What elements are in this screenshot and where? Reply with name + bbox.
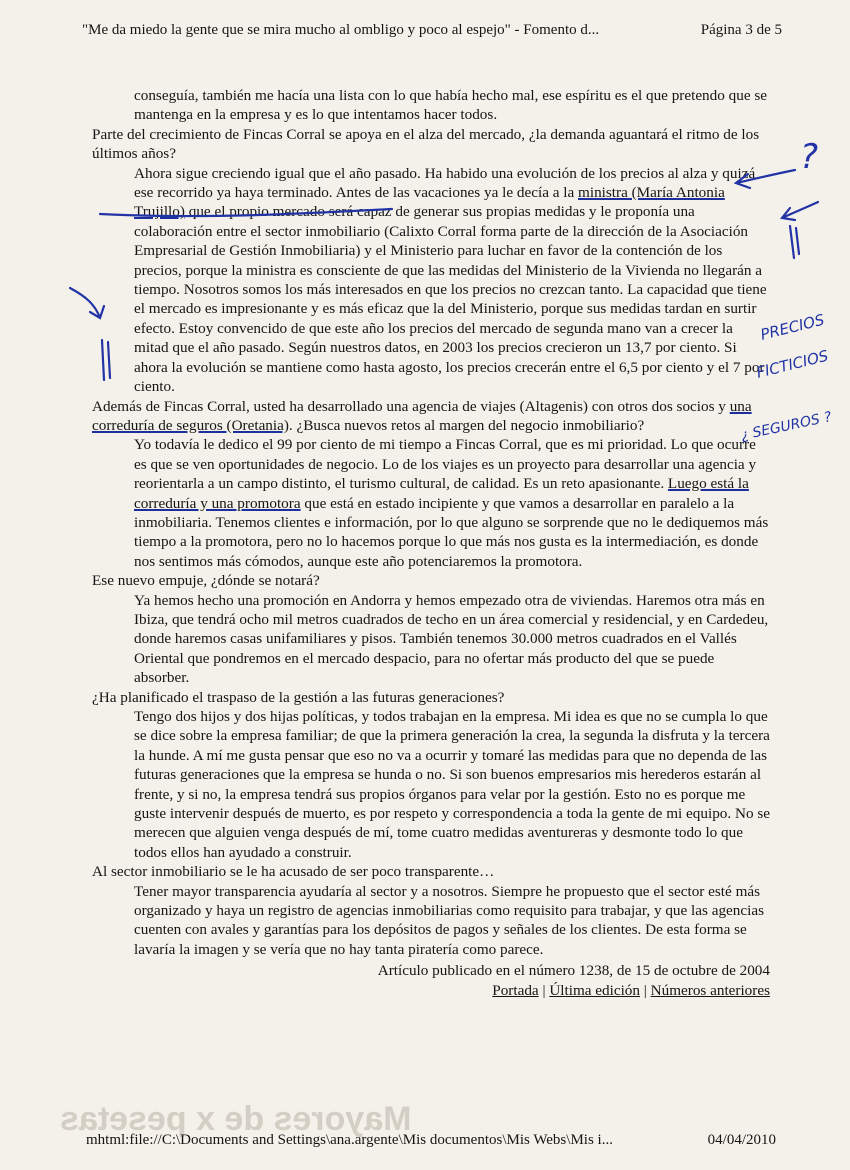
interview-question: Parte del crecimiento de Fincas Corral se apoya en el alza del mercado, ¿la demanda aguantará el ritmo de los últimos años?: [92, 125, 760, 163]
underlined-phrase: una correduría de seguros (Oretania): [92, 397, 752, 434]
margin-arrow-left: [70, 288, 104, 318]
header-page-number: Página 3 de 5: [700, 22, 782, 38]
show-through-text: Mayores de x pesetas: [60, 1100, 412, 1138]
interview-question: Al sector inmobiliario se le ha acusado de ser poco transparente…: [92, 863, 495, 881]
nav-link-2[interactable]: Números anteriores: [650, 981, 770, 999]
text-span: que está en estado incipiente y que vamos a desarrollar en paralelo a la inmobiliaria. Tenemos clientes e información, por lo que alguno se sorprende que no le dediquemos más tiempo a la promotora, pero no lo hacemos porque lo que más nos gusta es la intermediación, es donde nos sentimos más cómodos, aunque este año potenciaremos la promotora.: [134, 494, 769, 570]
header-title: "Me da miedo la gente que se mira mucho al ombligo y poco al espejo" - Fomento d...: [82, 22, 600, 38]
nav-link-0[interactable]: Portada: [492, 981, 539, 999]
underline-sweep: [100, 209, 392, 216]
text-span: Yo todavía le dedico el 99 por ciento de mi tiempo a Fincas Corral, que es mi prioridad. Lo que ocurre es que se ven oportunidades de negocio. Lo de los viajes es un proyecto para desarrollar una agencia y reorientarla a un campo distinto, el turismo cultural, de calidad. Es un reto apasionante.: [134, 436, 757, 493]
link-separator: |: [538, 981, 550, 999]
note-question-mark: ?: [800, 137, 819, 177]
margin-bar-left: [102, 340, 110, 380]
text-span: que el propio mercado será capaz de generar sus propias medidas y le proponía una colaboración entre el sector inmobiliario (Calixto Corral forma parte de la dirección de la Asociación Empresarial de Gestión Inmobiliaria) y el Ministerio para luchar en favor de la contención de los precios, porque la ministra es consciente de que las medidas del Ministerio de la Vivienda no llegarán a tiempo. Nosotros somos los más interesados en que los precios no crezcan tanto. La capacidad que tiene el mercado es impresionante y es más eficaz que la del Ministerio, porque sus medidas tardan en surtir efecto. Estoy convencido de que este año los precios del mercado de segunda mano van a crecer la mitad que el año pasado. Según nuestros datos, en 2003 los precios crecieron un 13,7 por ciento. Si ahora la evolución se mantiene como hasta agosto, los precios crecerán entre el 6,5 por ciento y el 7 por ciento.: [134, 203, 767, 396]
note-ficticios: FICTICIOS: [754, 346, 831, 382]
interview-answer: Ya hemos hecho una promoción en Andorra y hemos empezado otra de viviendas. Haremos otra más en Ibiza, que tendrá ocho mil metros cuadrados de techo en un área comercial y residencial, y en Cardedeu, donde haremos casas unifamiliares y pisos. También tenemos 30.000 metros cuadrados en el Vallés Oriental que pondremos en el mercado despacio, para no ofertar más producto del que se puede absorber.: [134, 591, 769, 687]
footer-date: 04/04/2010: [707, 1132, 776, 1148]
interview-question: Ese nuevo empuje, ¿dónde se notará?: [92, 572, 320, 590]
interview-answer: conseguía, también me hacía una lista con lo que había hecho mal, ese espíritu es el que pretendo que se mantenga en la empresa y es lo que intentamos hacer todos.: [134, 87, 768, 124]
text-span: Además de Fincas Corral, usted ha desarrollado una agencia de viajes (Altagenis) con otros dos socios y: [92, 397, 730, 415]
interview-answer: Tener mayor transparencia ayudaría al sector y a nosotros. Siempre he propuesto que el sector esté más organizado y haya un registro de agencias inmobiliarias como requisito para trabajar, y que las agencias cuenten con avales y garantías para los depósitos de pagos y señales de los clientes. De esta forma se lavaría la imagen y se vería que no hay tanta piratería como parece.: [134, 882, 765, 958]
nav-link-1[interactable]: Última edición: [549, 981, 640, 999]
footer-path: mhtml:file://C:\Documents and Settings\ana.argente\Mis documentos\Mis Webs\Mis i...: [86, 1132, 613, 1148]
arrow-mark-2: [782, 202, 818, 220]
publication-credit: Artículo publicado en el número 1238, de 15 de octubre de 2004: [377, 962, 770, 980]
underlined-phrase: Luego está la correduría y una promotora: [134, 475, 749, 512]
link-separator: |: [640, 981, 651, 999]
text-span: . ¿Busca nuevos retos al margen del negocio inmobiliario?: [288, 416, 645, 434]
note-precios: PRECIOS: [758, 310, 827, 344]
note-seguros: ¿ SEGUROS ?: [739, 409, 834, 444]
margin-bar-right: [790, 226, 799, 258]
interview-question: ¿Ha planificado el traspaso de la gestión a las futuras generaciones?: [92, 688, 505, 706]
text-span: Ahora sigue creciendo igual que el año pasado. Ha habido una evolución de los precios al alza y quizá ese recorrido ya haya terminado. Antes de las vacaciones ya le decía a la: [134, 164, 756, 202]
underlined-phrase: ministra (María Antonia Trujillo): [134, 184, 725, 221]
arrow-mark-1: [736, 170, 795, 188]
interview-answer: Tengo dos hijos y dos hijas políticas, y todos trabajan en la empresa. Mi idea es que no se cumpla lo que se dice sobre la empresa familiar; de que la primera generación la crea, la segunda la disfruta y la tercera la hunde. A mí me gusta pensar que eso no va a ocurrir y tomaré las medidas para que no dependa de las futuras generaciones que la empresa se hunda o no. Si son buenos empresarios mis herederos estarán al frente, y si no, la empresa tendrá sus propios órganos para velar por la gestión. Esto no es porque me guste intervenir después de muerto, es por respeto y correspondencia a toda la gente de mi equipo. No se merecen que alguien venga después de mí, tome cuatro medidas aventureras y desmonte todo lo que todos ellos han ayudado a construir.: [134, 708, 770, 861]
